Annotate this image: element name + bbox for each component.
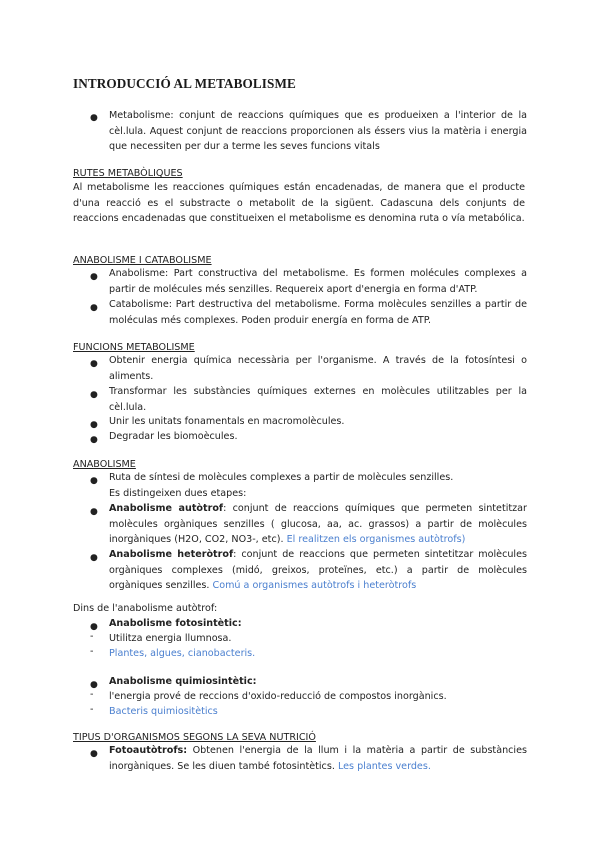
bullet-icon: ●: [90, 553, 98, 563]
bullet-icon: ●: [90, 390, 98, 400]
autotrof-note: El realitzen els organismes autòtrofs): [286, 534, 466, 546]
rutes-text: Al metabolisme les reacciones químiques están encadenadas, de manera que el producte d'una reacció es el substracte o metabolit de la sigüent. Cadascuna dels conjunts de reaccions encadenadas que constitueixen el metabolisme es denomina ruta o vía metabólica.: [73, 182, 525, 225]
page-title: INTRODUCCIÓ AL METABOLISME: [73, 76, 296, 91]
anab-catab-item: Catabolisme: Part destructiva del metabolisme. Forma molècules senzilles a partir de moléculas més complexes. Poden produir energía en forma de ATP.: [109, 299, 527, 326]
autotrof-text: : conjunt de reaccions químiques que permeten sintetitzar molècules orgàniques senzilles ( glucosa, aa, ac. grassos) a partir de molècules inorgàniques (H2O, CO2, NO3-, etc).: [109, 503, 527, 546]
fotoautotrofs-note: Les plantes verdes.: [337, 760, 431, 772]
bullet-icon: ●: [90, 420, 98, 430]
fotosintetic-item: Utilitza energia llumnosa.: [109, 633, 232, 644]
fotoautotrofs-label: Fotoautòtrofs:: [109, 745, 188, 756]
fotosintetic-label: [109, 616, 527, 632]
anabolisme-heterotrof-item: [109, 547, 527, 594]
quimiosintetic-label-text: Anabolisme quimiosintètic:: [109, 676, 257, 687]
bullet-icon: ●: [90, 359, 98, 369]
funcions-item: Transformar les substàncies químiques externes en molècules utilitzables per la cèl.lula.: [109, 386, 527, 413]
heterotrof-note: Comú a organismes autòtrofs i heteròtrofs: [212, 580, 417, 592]
dash-marker: -: [90, 646, 94, 657]
funcions-item: Obtenir energia química necessària per l'organisme. A través de la fotosíntesi o aliments.: [109, 355, 527, 382]
funcions-item: Degradar les biomoècules.: [109, 431, 238, 442]
dash-marker: -: [90, 704, 94, 715]
autotrof-label: Anabolisme autòtrof: [109, 503, 224, 514]
bullet-icon: ●: [90, 113, 98, 123]
bullet-icon: ●: [90, 680, 98, 690]
anabolisme-item: Ruta de síntesi de molècules complexes a partir de molècules senzilles.: [109, 472, 454, 483]
funcions-item: Unir les unitats fonamentals en macromolècules.: [109, 416, 345, 427]
quimiosintetic-example: Bacteris quimiositètics: [109, 706, 218, 717]
dins-text: Dins de l'anabolisme autòtrof:: [73, 603, 218, 614]
bullet-icon: ●: [90, 272, 98, 282]
anabolisme-autotrof-item: [109, 501, 527, 548]
quimiosintetic-item: l'energia prové de reccions d'oxido-reducció de compostos inorgànics.: [109, 691, 447, 702]
bullet-icon: ●: [90, 507, 98, 517]
fotosintetic-example: Plantes, algues, cianobacteris.: [109, 648, 256, 659]
dash-marker: -: [90, 689, 94, 700]
bullet-icon: ●: [90, 622, 98, 632]
heterotrof-text: : conjunt de reaccions que permeten sintetitzar molècules orgàniques complexes (midó, greixos, proteïnes, etc.) a partir de molècules orgàniques senzilles.: [109, 549, 527, 592]
section-heading-anab-catab: ANABOLISME I CATABOLISME: [73, 255, 212, 266]
heterotrof-label: Anabolisme heteròtrof: [109, 549, 234, 560]
anab-catab-item: Anabolisme: Part constructiva del metabolisme. Es formen molécules complexes a partir de molécules més senzilles. Requereix aport d'energia en forma d'ATP.: [109, 268, 527, 295]
fotosintetic-label-text: Anabolisme fotosintètic:: [109, 618, 242, 629]
section-heading-rutes: RUTES METABÒLIQUES: [73, 168, 183, 179]
bullet-icon: ●: [90, 435, 98, 445]
quimiosintetic-label: [109, 674, 527, 690]
bullet-icon: ●: [90, 476, 98, 486]
intro-text: Metabolisme: conjunt de reaccions químiques que es produeixen a l'interior de la cèl.lula. Aquest conjunt de reaccions proporcionen als éssers vius la matèria i energia que necessiten per dur a terme les seves funcions vitals: [109, 110, 527, 153]
bullet-icon: ●: [90, 749, 98, 759]
section-heading-funcions: FUNCIONS METABOLISME: [73, 342, 195, 353]
dash-marker: -: [90, 631, 94, 642]
section-heading-anabolisme: ANABOLISME: [73, 459, 136, 470]
fotoautotrofs-text: Obtenen l'energia de la llum i la matèria a partir de substàncies inorgàniques. Se les diuen també fotosintètics.: [109, 745, 527, 772]
tipus-item: [109, 743, 527, 774]
section-heading-tipus: TIPUS D'ORGANISMOS SEGONS LA SEVA NUTRICIÓ: [73, 732, 316, 743]
bullet-icon: ●: [90, 303, 98, 313]
anabolisme-item-continued: Es distingeixen dues etapes:: [109, 488, 247, 499]
